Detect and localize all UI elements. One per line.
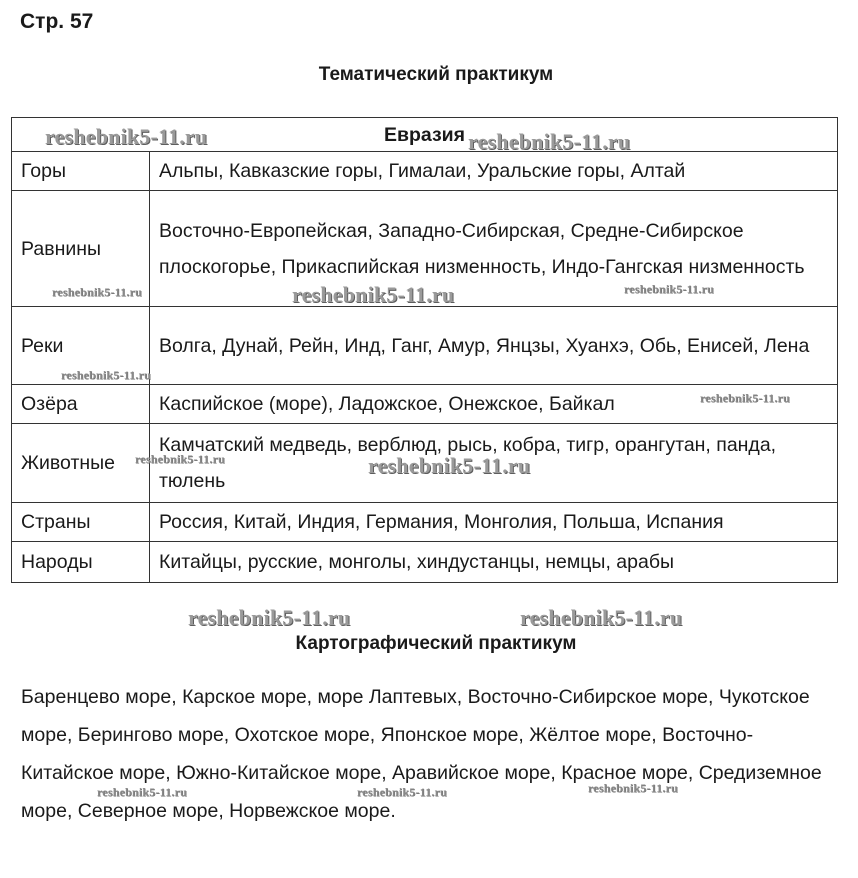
watermark: reshebnik5-11.ru	[135, 452, 225, 466]
watermark: reshebnik5-11.ru	[45, 124, 208, 149]
watermark: reshebnik5-11.ru	[520, 605, 683, 630]
watermark: reshebnik5-11.ru	[468, 129, 631, 154]
watermark: reshebnik5-11.ru	[368, 453, 531, 478]
row-category: Равнины	[12, 191, 150, 307]
row-category: Реки	[12, 307, 150, 385]
row-value: Китайцы, русские, монголы, хиндустанцы, немцы, арабы	[150, 542, 838, 583]
watermark: reshebnik5-11.ru	[52, 285, 142, 299]
table-row	[12, 152, 838, 191]
section-title-thematic: Тематический практикум	[318, 64, 554, 85]
table-row	[12, 542, 838, 583]
watermark: reshebnik5-11.ru	[624, 282, 714, 296]
row-value: Альпы, Кавказские горы, Гималаи, Уральские горы, Алтай	[150, 152, 838, 191]
watermark: reshebnik5-11.ru	[188, 605, 351, 630]
watermark: reshebnik5-11.ru	[588, 781, 678, 795]
watermark: reshebnik5-11.ru	[61, 368, 151, 382]
seas-paragraph: Баренцево море, Карское море, море Лаптевых, Восточно-Сибирское море, Чукотское море, Берингово море, Охотское море, Японское море, Жёлтое море, Восточно-Китайское море, Южно-Китайское море, Аравийское море, Красное море, Средиземное море, Северное море, Норвежское море.	[21, 686, 822, 822]
watermark: reshebnik5-11.ru	[357, 785, 447, 799]
page-number: Стр. 57	[20, 10, 94, 33]
row-category: Народы	[12, 542, 150, 583]
row-value: Россия, Китай, Индия, Германия, Монголия, Польша, Испания	[150, 503, 838, 542]
table-title: Евразия	[12, 118, 838, 152]
row-category: Животные	[12, 424, 150, 503]
section-title-cartographic: Картографический практикум	[295, 633, 577, 654]
row-value: Камчатский медведь, верблюд, рысь, кобра, тигр, орангутан, панда, тюлень	[150, 424, 838, 503]
row-category: Страны	[12, 503, 150, 542]
eurasia-table	[11, 117, 838, 583]
table-row	[12, 503, 838, 542]
row-category: Горы	[12, 152, 150, 191]
watermark: reshebnik5-11.ru	[700, 391, 790, 405]
row-value: Волга, Дунай, Рейн, Инд, Ганг, Амур, Янцзы, Хуанхэ, Обь, Енисей, Лена	[150, 307, 838, 385]
row-category: Озёра	[12, 385, 150, 424]
watermark: reshebnik5-11.ru	[97, 785, 187, 799]
row-value: Каспийское (море), Ладожское, Онежское, Байкал	[150, 385, 838, 424]
row-value: Восточно-Европейская, Западно-Сибирская, Средне-Сибирское плоскогорье, Прикаспийская низменность, Индо-Гангская низменность	[150, 191, 838, 307]
watermark: reshebnik5-11.ru	[292, 282, 455, 307]
